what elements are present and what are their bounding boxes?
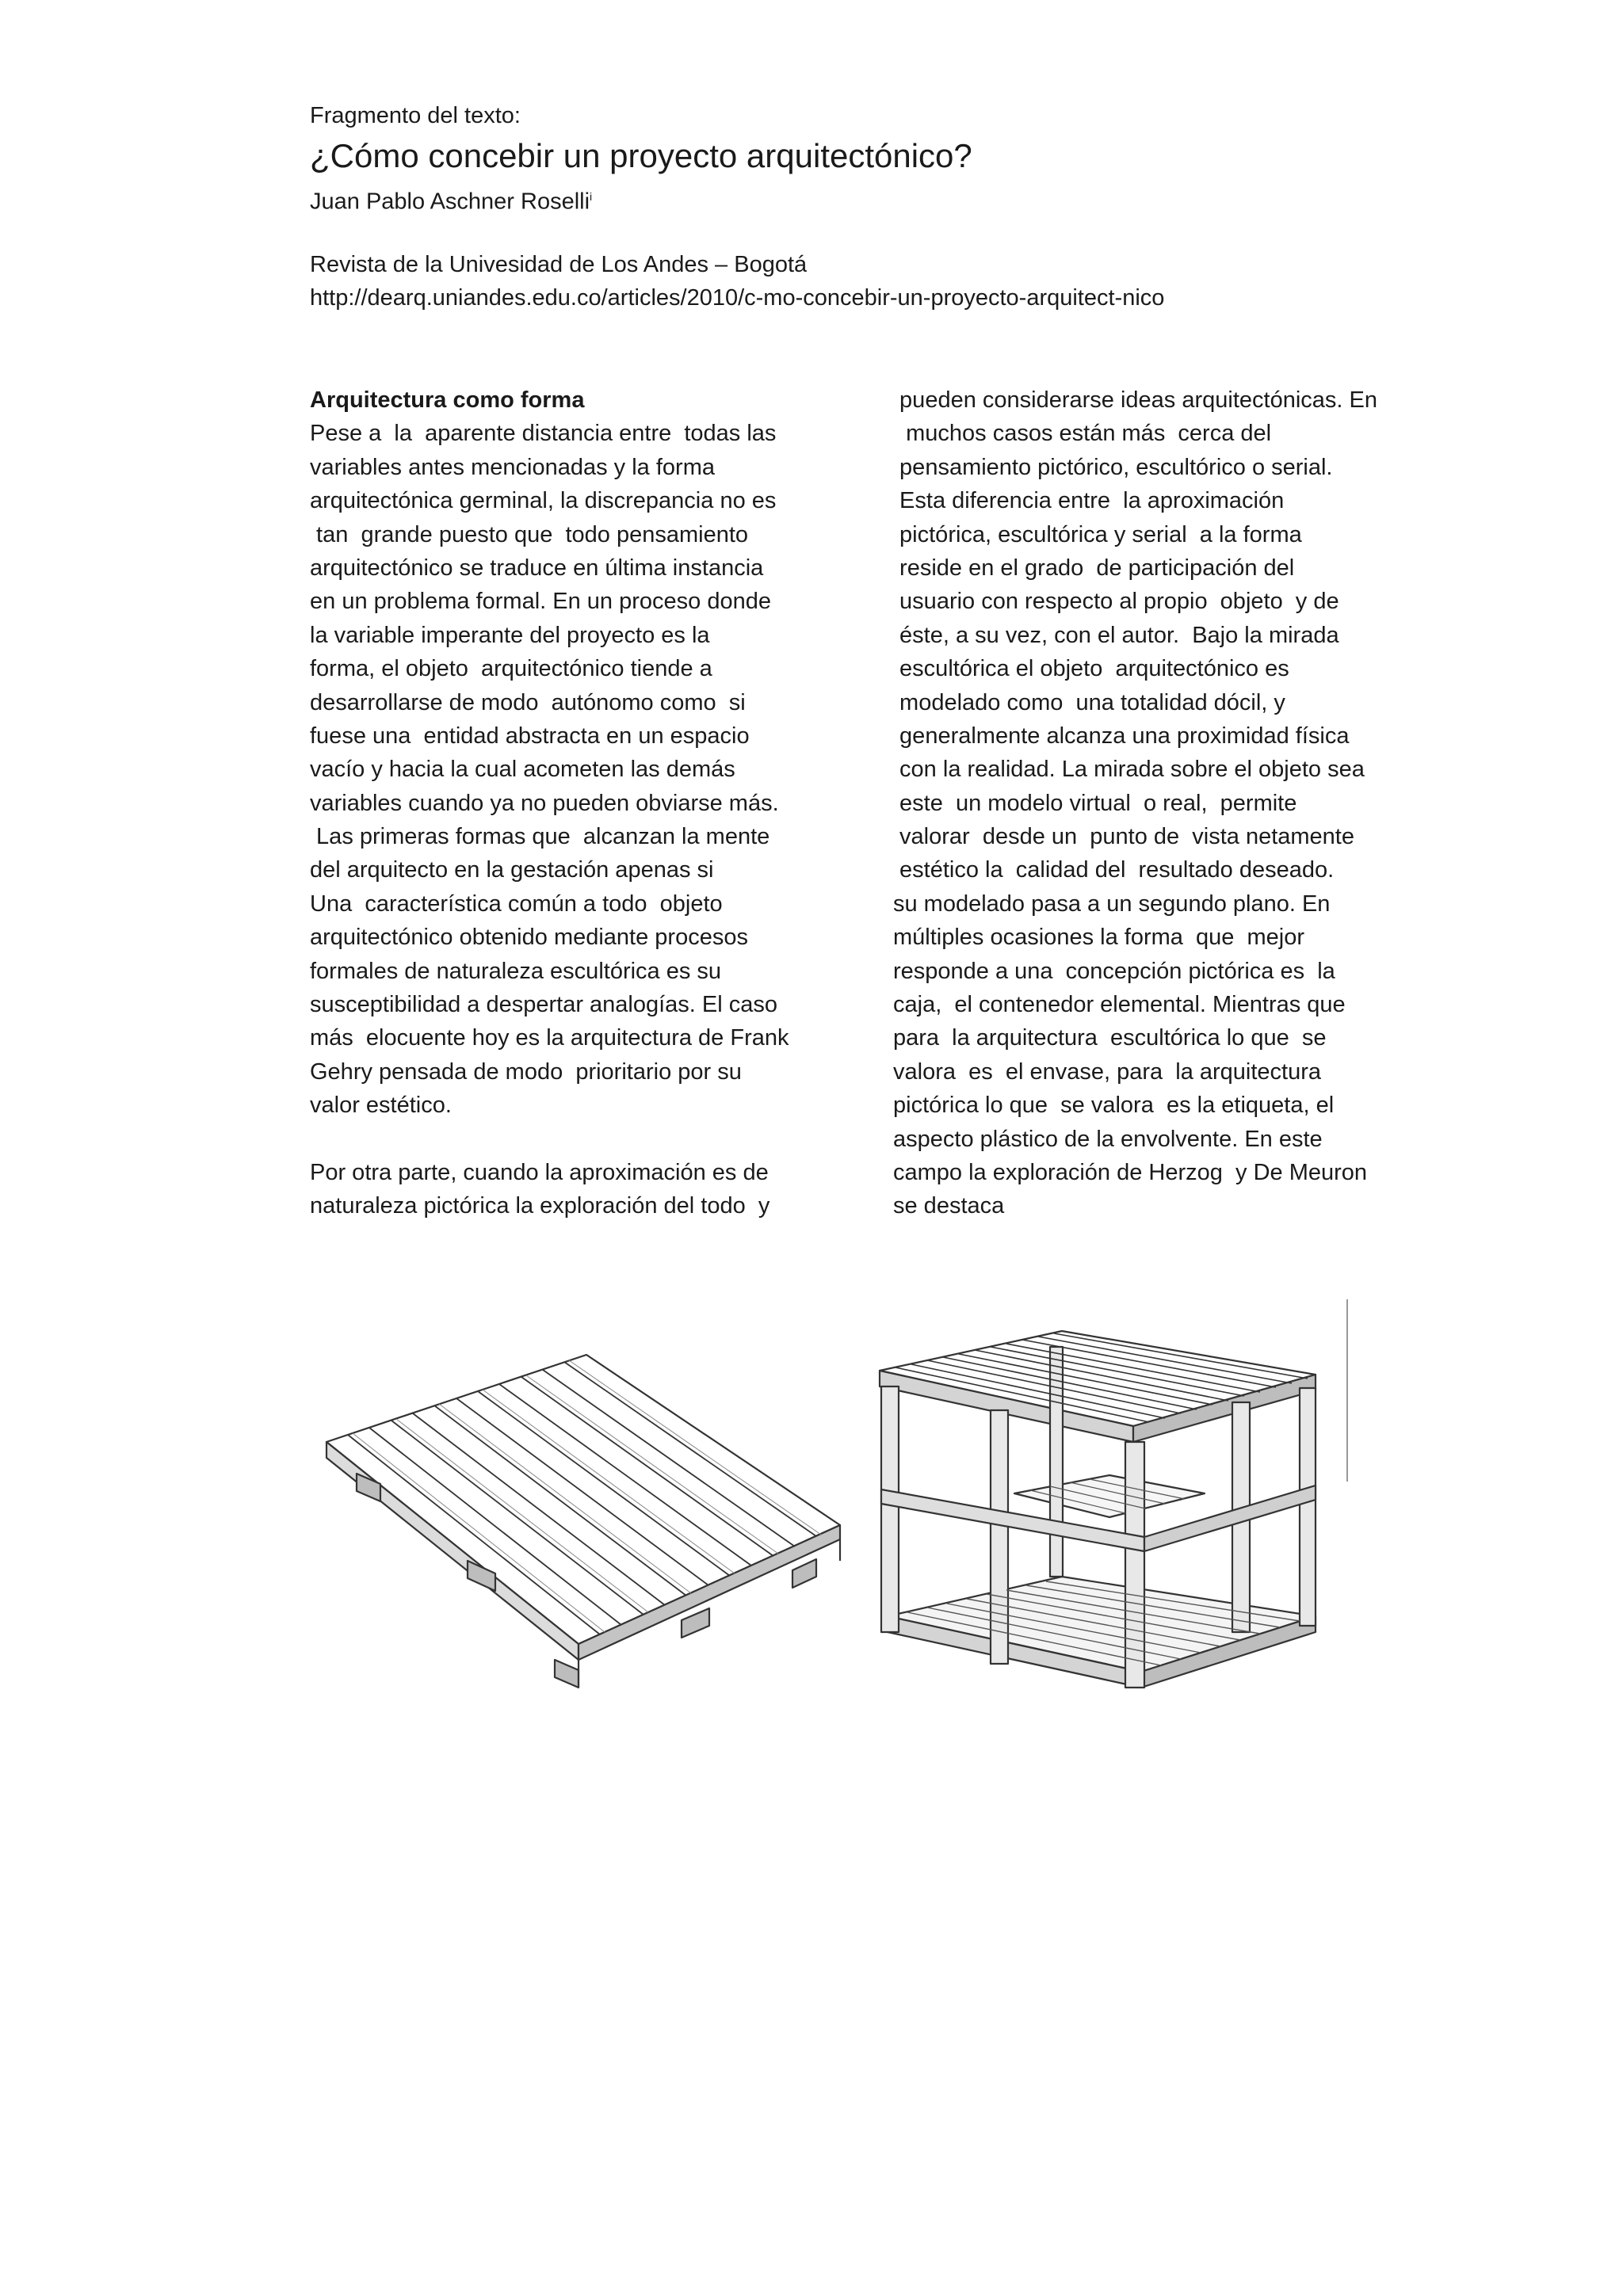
text-line: usuario con respecto al propio objeto y de [893, 589, 1339, 615]
modular-structure-illustration [872, 1299, 1371, 1727]
text-line: generalmente alcanza una proximidad física [893, 723, 1350, 749]
text-line: caja, el contenedor elemental. Mientras que [893, 992, 1346, 1018]
text-line: Una característica común a todo objeto [310, 891, 723, 917]
text-line: variables cuando ya no pueden obviarse más. [310, 790, 779, 816]
text-line: Pese a la aparente distancia entre todas las [310, 421, 777, 447]
text-line: modelado como una totalidad dócil, y [893, 689, 1285, 715]
text-line: estético la calidad del resultado deseado. [893, 857, 1335, 883]
text-line: responde a una concepción pictórica es la [893, 958, 1335, 984]
text-line: arquitectónico obtenido mediante procesos [310, 925, 748, 951]
text-line: del arquitecto en la gestación apenas si [310, 857, 714, 883]
text-line: en un problema formal. En un proceso donde [310, 589, 771, 615]
text-line: éste, a su vez, con el autor. Bajo la mirada [893, 622, 1339, 648]
text-line: este un modelo virtual o real, permite [893, 790, 1297, 816]
text-line: muchos casos están más cerca del [893, 421, 1272, 447]
text-line: con la realidad. La mirada sobre el objeto sea [893, 757, 1365, 783]
kicker: Fragmento del texto: [310, 103, 521, 128]
text-line: para la arquitectura escultórica lo que se [893, 1025, 1327, 1051]
text-line: pictórica, escultórica y serial a la forma [893, 521, 1302, 547]
text-line: pictórica lo que se valora es la etiqueta, el [893, 1093, 1335, 1119]
text-line: variables antes mencionadas y la forma [310, 454, 715, 480]
text-line: su modelado pasa a un segundo plano. En [893, 891, 1331, 917]
text-line: fuese una entidad abstracta en un espacio [310, 723, 750, 749]
text-line: arquitectónica germinal, la discrepancia no es [310, 488, 777, 514]
text-line: vacío y hacia la cual acometen las demás [310, 757, 735, 783]
text-line: Por otra parte, cuando la aproximación es de [310, 1159, 769, 1185]
left-text-column [310, 383, 857, 1223]
text-line: Gehry pensada de modo prioritario por su [310, 1058, 742, 1085]
text-line [310, 1123, 857, 1156]
text-line: tan grande puesto que todo pensamiento [310, 521, 749, 547]
text-line: la variable imperante del proyecto es la [310, 622, 710, 648]
pallet-illustration [317, 1339, 856, 1719]
text-line: pueden considerarse ideas arquitectónicas. En [893, 387, 1377, 413]
author-footnote-marker: i [590, 190, 593, 203]
text-line: valor estético. [310, 1093, 452, 1119]
source-url[interactable]: http://dearq.uniandes.edu.co/articles/2010/c-mo-concebir-un-proyecto-arquitect-nico [310, 285, 1165, 311]
text-line: naturaleza pictórica la exploración del todo y [310, 1193, 770, 1219]
source-journal: Revista de la Univesidad de Los Andes – Bogotá [310, 252, 808, 277]
text-line: pensamiento pictórico, escultórico o serial. [893, 454, 1333, 480]
text-line: aspecto plástico de la envolvente. En este [893, 1126, 1323, 1152]
author-name: Juan Pablo Aschner Roselli [310, 189, 590, 215]
text-line: escultórica el objeto arquitectónico es [893, 656, 1289, 682]
text-line: susceptibilidad a despertar analogías. El caso [310, 992, 778, 1018]
text-line: múltiples ocasiones la forma que mejor [893, 925, 1305, 951]
section-heading: Arquitectura como forma [310, 387, 585, 413]
text-line: Las primeras formas que alcanzan la mente [310, 824, 770, 850]
text-line: valora es el envase, para la arquitectura [893, 1058, 1322, 1085]
author-line [310, 182, 592, 216]
text-line: campo la exploración de Herzog y De Meuron [893, 1159, 1368, 1185]
text-line: forma, el objeto arquitectónico tiende a [310, 656, 712, 682]
text-line: arquitectónico se traduce en última instancia [310, 555, 764, 581]
text-line: más elocuente hoy es la arquitectura de Frank [310, 1025, 789, 1051]
text-line: valorar desde un punto de vista netamente [893, 824, 1354, 850]
text-line: Esta diferencia entre la aproximación [893, 488, 1285, 514]
right-text-column [893, 383, 1440, 1223]
text-line: formales de naturaleza escultórica es su [310, 958, 722, 984]
text-line: desarrollarse de modo autónomo como si [310, 689, 746, 715]
document-title: ¿Cómo concebir un proyecto arquitectónico? [310, 137, 972, 174]
text-line: se destaca [893, 1193, 1005, 1219]
text-line: reside en el grado de participación del [893, 555, 1295, 581]
